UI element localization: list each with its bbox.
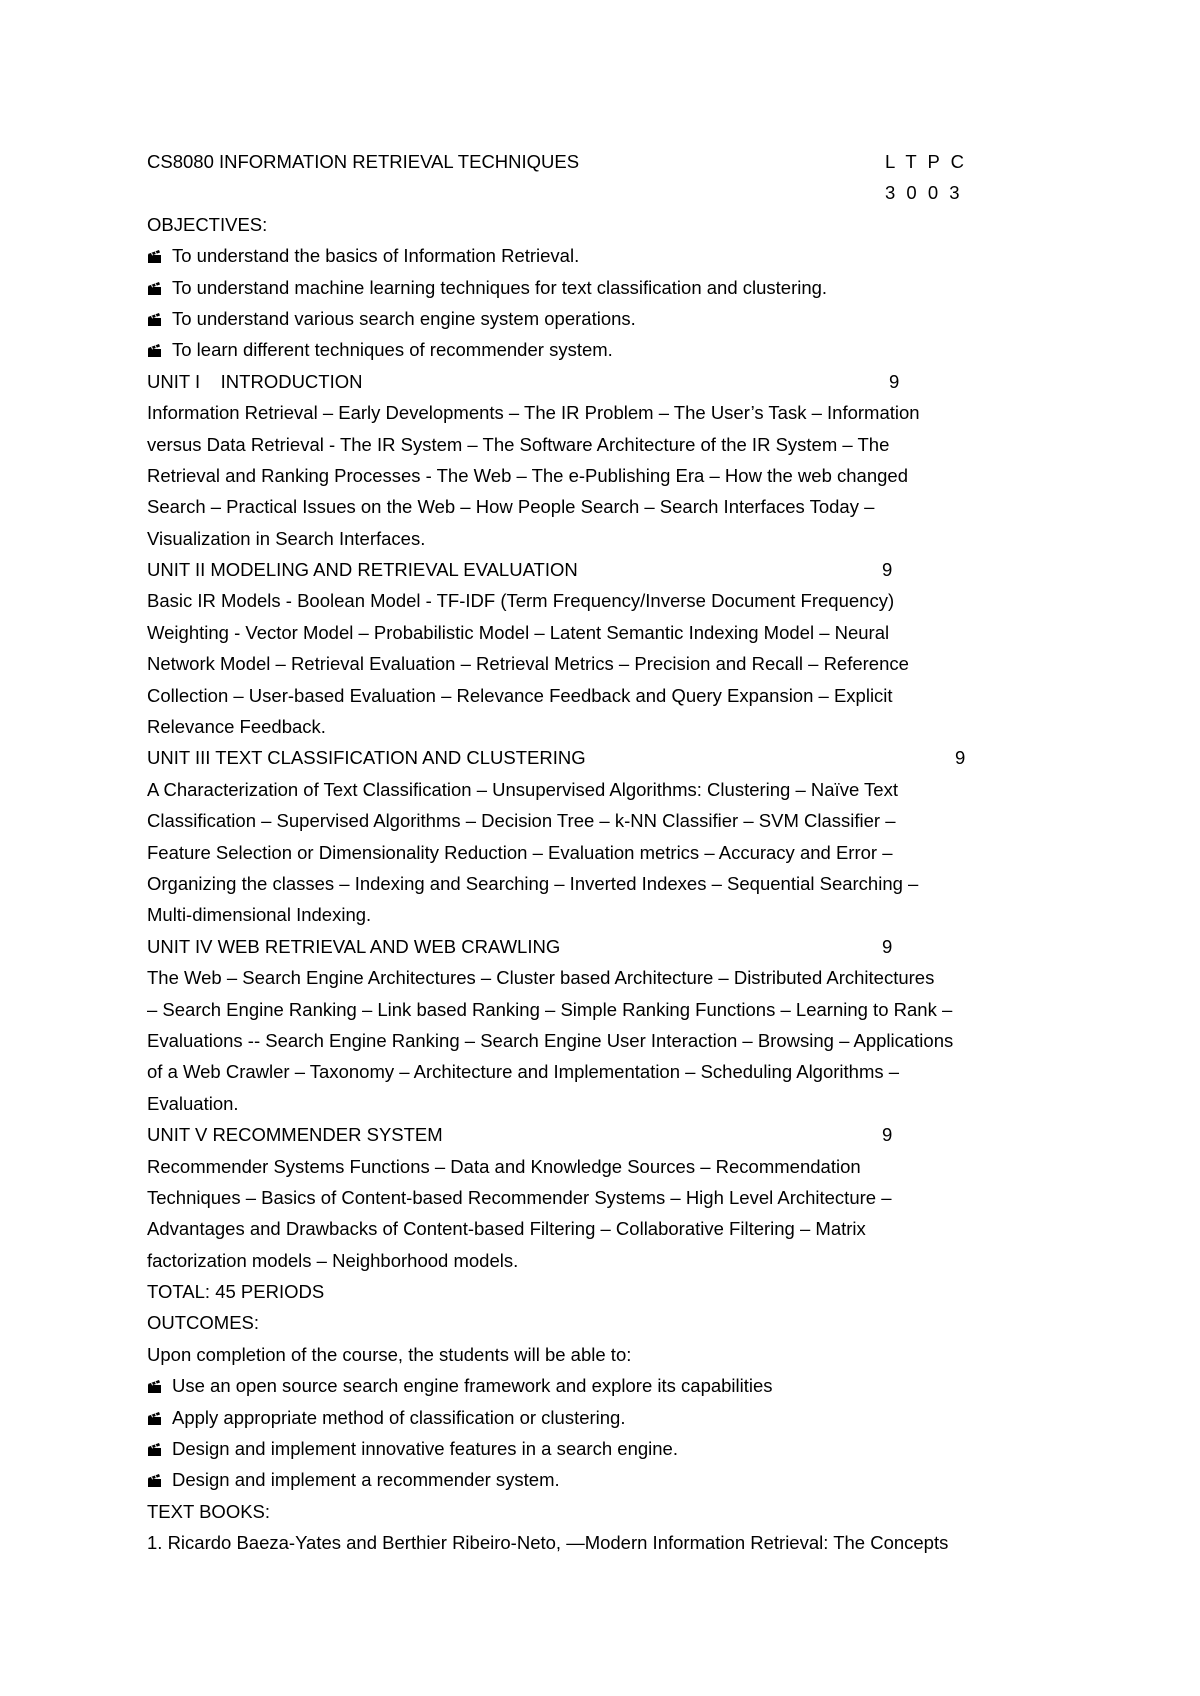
unit-content-line: versus Data Retrieval - The IR System – The Software Architecture of the IR System – The	[147, 433, 890, 455]
list-item-text: To learn different techniques of recommender system.	[172, 339, 613, 361]
unit-content-line: Techniques – Basics of Content-based Recommender Systems – High Level Architecture –	[147, 1186, 892, 1208]
units-container	[147, 366, 1047, 1276]
unit-content-line: Evaluation.	[147, 1092, 239, 1114]
ltpc-values-row	[147, 177, 1047, 208]
unit-content-line: Visualization in Search Interfaces.	[147, 527, 426, 549]
unit-content-line: The Web – Search Engine Architectures – Cluster based Architecture – Distributed Architectures	[147, 967, 935, 989]
list-item-text: Design and implement innovative features in a search engine.	[172, 1438, 678, 1460]
unit-hours: 9	[889, 370, 900, 392]
unit-content-line: Evaluations -- Search Engine Ranking – Search Engine User Interaction – Browsing – Applications	[147, 1029, 954, 1051]
clapperboard-bullet-icon	[147, 1443, 162, 1456]
unit-content-line: Organizing the classes – Indexing and Searching – Inverted Indexes – Sequential Searching –	[147, 872, 919, 894]
unit-content-line: Classification – Supervised Algorithms – Decision Tree – k-NN Classifier – SVM Classifier –	[147, 810, 896, 832]
unit-block	[147, 366, 1047, 554]
unit-block	[147, 554, 1047, 742]
syllabus-page	[147, 146, 1047, 1559]
unit-content-line: factorization models – Neighborhood models.	[147, 1249, 519, 1271]
unit-heading	[147, 366, 1047, 397]
unit-content-line: – Search Engine Ranking – Link based Ranking – Simple Ranking Functions – Learning to Rank –	[147, 998, 953, 1020]
objectives-list	[147, 240, 1047, 366]
clapperboard-bullet-icon	[147, 1412, 162, 1425]
unit-hours: 9	[955, 747, 966, 769]
list-item	[147, 1464, 1047, 1495]
unit-content-line: of a Web Crawler – Taxonomy – Architecture and Implementation – Scheduling Algorithms –	[147, 1061, 900, 1083]
total-periods: TOTAL: 45 PERIODS	[147, 1281, 325, 1303]
unit-hours: 9	[882, 559, 893, 581]
outcomes-intro: Upon completion of the course, the students will be able to:	[147, 1343, 632, 1365]
unit-content-line: Retrieval and Ranking Processes - The Web – The e-Publishing Era – How the web changed	[147, 464, 908, 486]
list-item	[147, 272, 1047, 303]
list-item-text: Design and implement a recommender system.	[172, 1469, 560, 1491]
unit-block	[147, 742, 1047, 930]
unit-content-line: Feature Selection or Dimensionality Reduction – Evaluation metrics – Accuracy and Error –	[147, 841, 893, 863]
objectives-heading: OBJECTIVES:	[147, 213, 268, 235]
unit-hours: 9	[882, 1124, 893, 1146]
clapperboard-bullet-icon	[147, 1474, 162, 1487]
clapperboard-bullet-icon	[147, 250, 162, 263]
unit-title: UNIT V RECOMMENDER SYSTEM	[147, 1124, 443, 1146]
unit-heading	[147, 742, 1047, 773]
unit-content-line: Network Model – Retrieval Evaluation – Retrieval Metrics – Precision and Recall – Reference	[147, 653, 909, 675]
list-item	[147, 303, 1047, 334]
course-title: CS8080 INFORMATION RETRIEVAL TECHNIQUES	[147, 151, 580, 172]
outcomes-heading: OUTCOMES:	[147, 1312, 260, 1334]
unit-title: UNIT I INTRODUCTION	[147, 370, 363, 392]
clapperboard-bullet-icon	[147, 1380, 162, 1393]
ltpc-values: 3 0 0 3	[885, 182, 963, 204]
unit-title: UNIT IV WEB RETRIEVAL AND WEB CRAWLING	[147, 935, 561, 957]
unit-content-line: Collection – User-based Evaluation – Relevance Feedback and Query Expansion – Explicit	[147, 684, 893, 706]
unit-content-line: Basic IR Models - Boolean Model - TF-IDF (Term Frequency/Inverse Document Frequency)	[147, 590, 895, 612]
list-item	[147, 240, 1047, 271]
unit-content-line: Weighting - Vector Model – Probabilistic Model – Latent Semantic Indexing Model – Neural	[147, 621, 890, 643]
clapperboard-bullet-icon	[147, 344, 162, 357]
unit-title: UNIT II MODELING AND RETRIEVAL EVALUATION	[147, 559, 578, 581]
text-book-entry: 1. Ricardo Baeza-Yates and Berthier Ribeiro-Neto, ―Modern Information Retrieval: The Concepts	[147, 1532, 949, 1554]
list-item	[147, 334, 1047, 365]
unit-content-line: Advantages and Drawbacks of Content-based Filtering – Collaborative Filtering – Matrix	[147, 1218, 866, 1240]
unit-title: UNIT III TEXT CLASSIFICATION AND CLUSTERING	[147, 747, 586, 769]
unit-content-line: Information Retrieval – Early Developments – The IR Problem – The User’s Task – Information	[147, 402, 920, 424]
list-item-text: To understand various search engine system operations.	[172, 307, 636, 329]
outcomes-list	[147, 1370, 1047, 1496]
text-books-heading: TEXT BOOKS:	[147, 1500, 271, 1522]
ltpc-labels: L T P C	[885, 151, 968, 172]
list-item-text: Apply appropriate method of classification or clustering.	[172, 1406, 626, 1428]
clapperboard-bullet-icon	[147, 282, 162, 295]
list-item-text: To understand machine learning techniques for text classification and clustering.	[172, 276, 828, 298]
unit-block	[147, 1119, 1047, 1276]
unit-heading	[147, 1119, 1047, 1150]
list-item	[147, 1402, 1047, 1433]
list-item	[147, 1370, 1047, 1401]
unit-content-line: A Characterization of Text Classification – Unsupervised Algorithms: Clustering – Naïve Text	[147, 778, 898, 800]
list-item-text: To understand the basics of Information Retrieval.	[172, 245, 580, 267]
unit-heading	[147, 931, 1047, 962]
unit-content-line: Search – Practical Issues on the Web – How People Search – Search Interfaces Today –	[147, 496, 875, 518]
list-item	[147, 1433, 1047, 1464]
unit-hours: 9	[882, 935, 893, 957]
course-header-row	[147, 146, 1047, 177]
unit-heading	[147, 554, 1047, 585]
unit-content-line: Relevance Feedback.	[147, 716, 326, 738]
list-item-text: Use an open source search engine framework and explore its capabilities	[172, 1375, 773, 1397]
unit-content-line: Recommender Systems Functions – Data and Knowledge Sources – Recommendation	[147, 1155, 861, 1177]
unit-content-line: Multi-dimensional Indexing.	[147, 904, 372, 926]
unit-block	[147, 931, 1047, 1119]
clapperboard-bullet-icon	[147, 313, 162, 326]
